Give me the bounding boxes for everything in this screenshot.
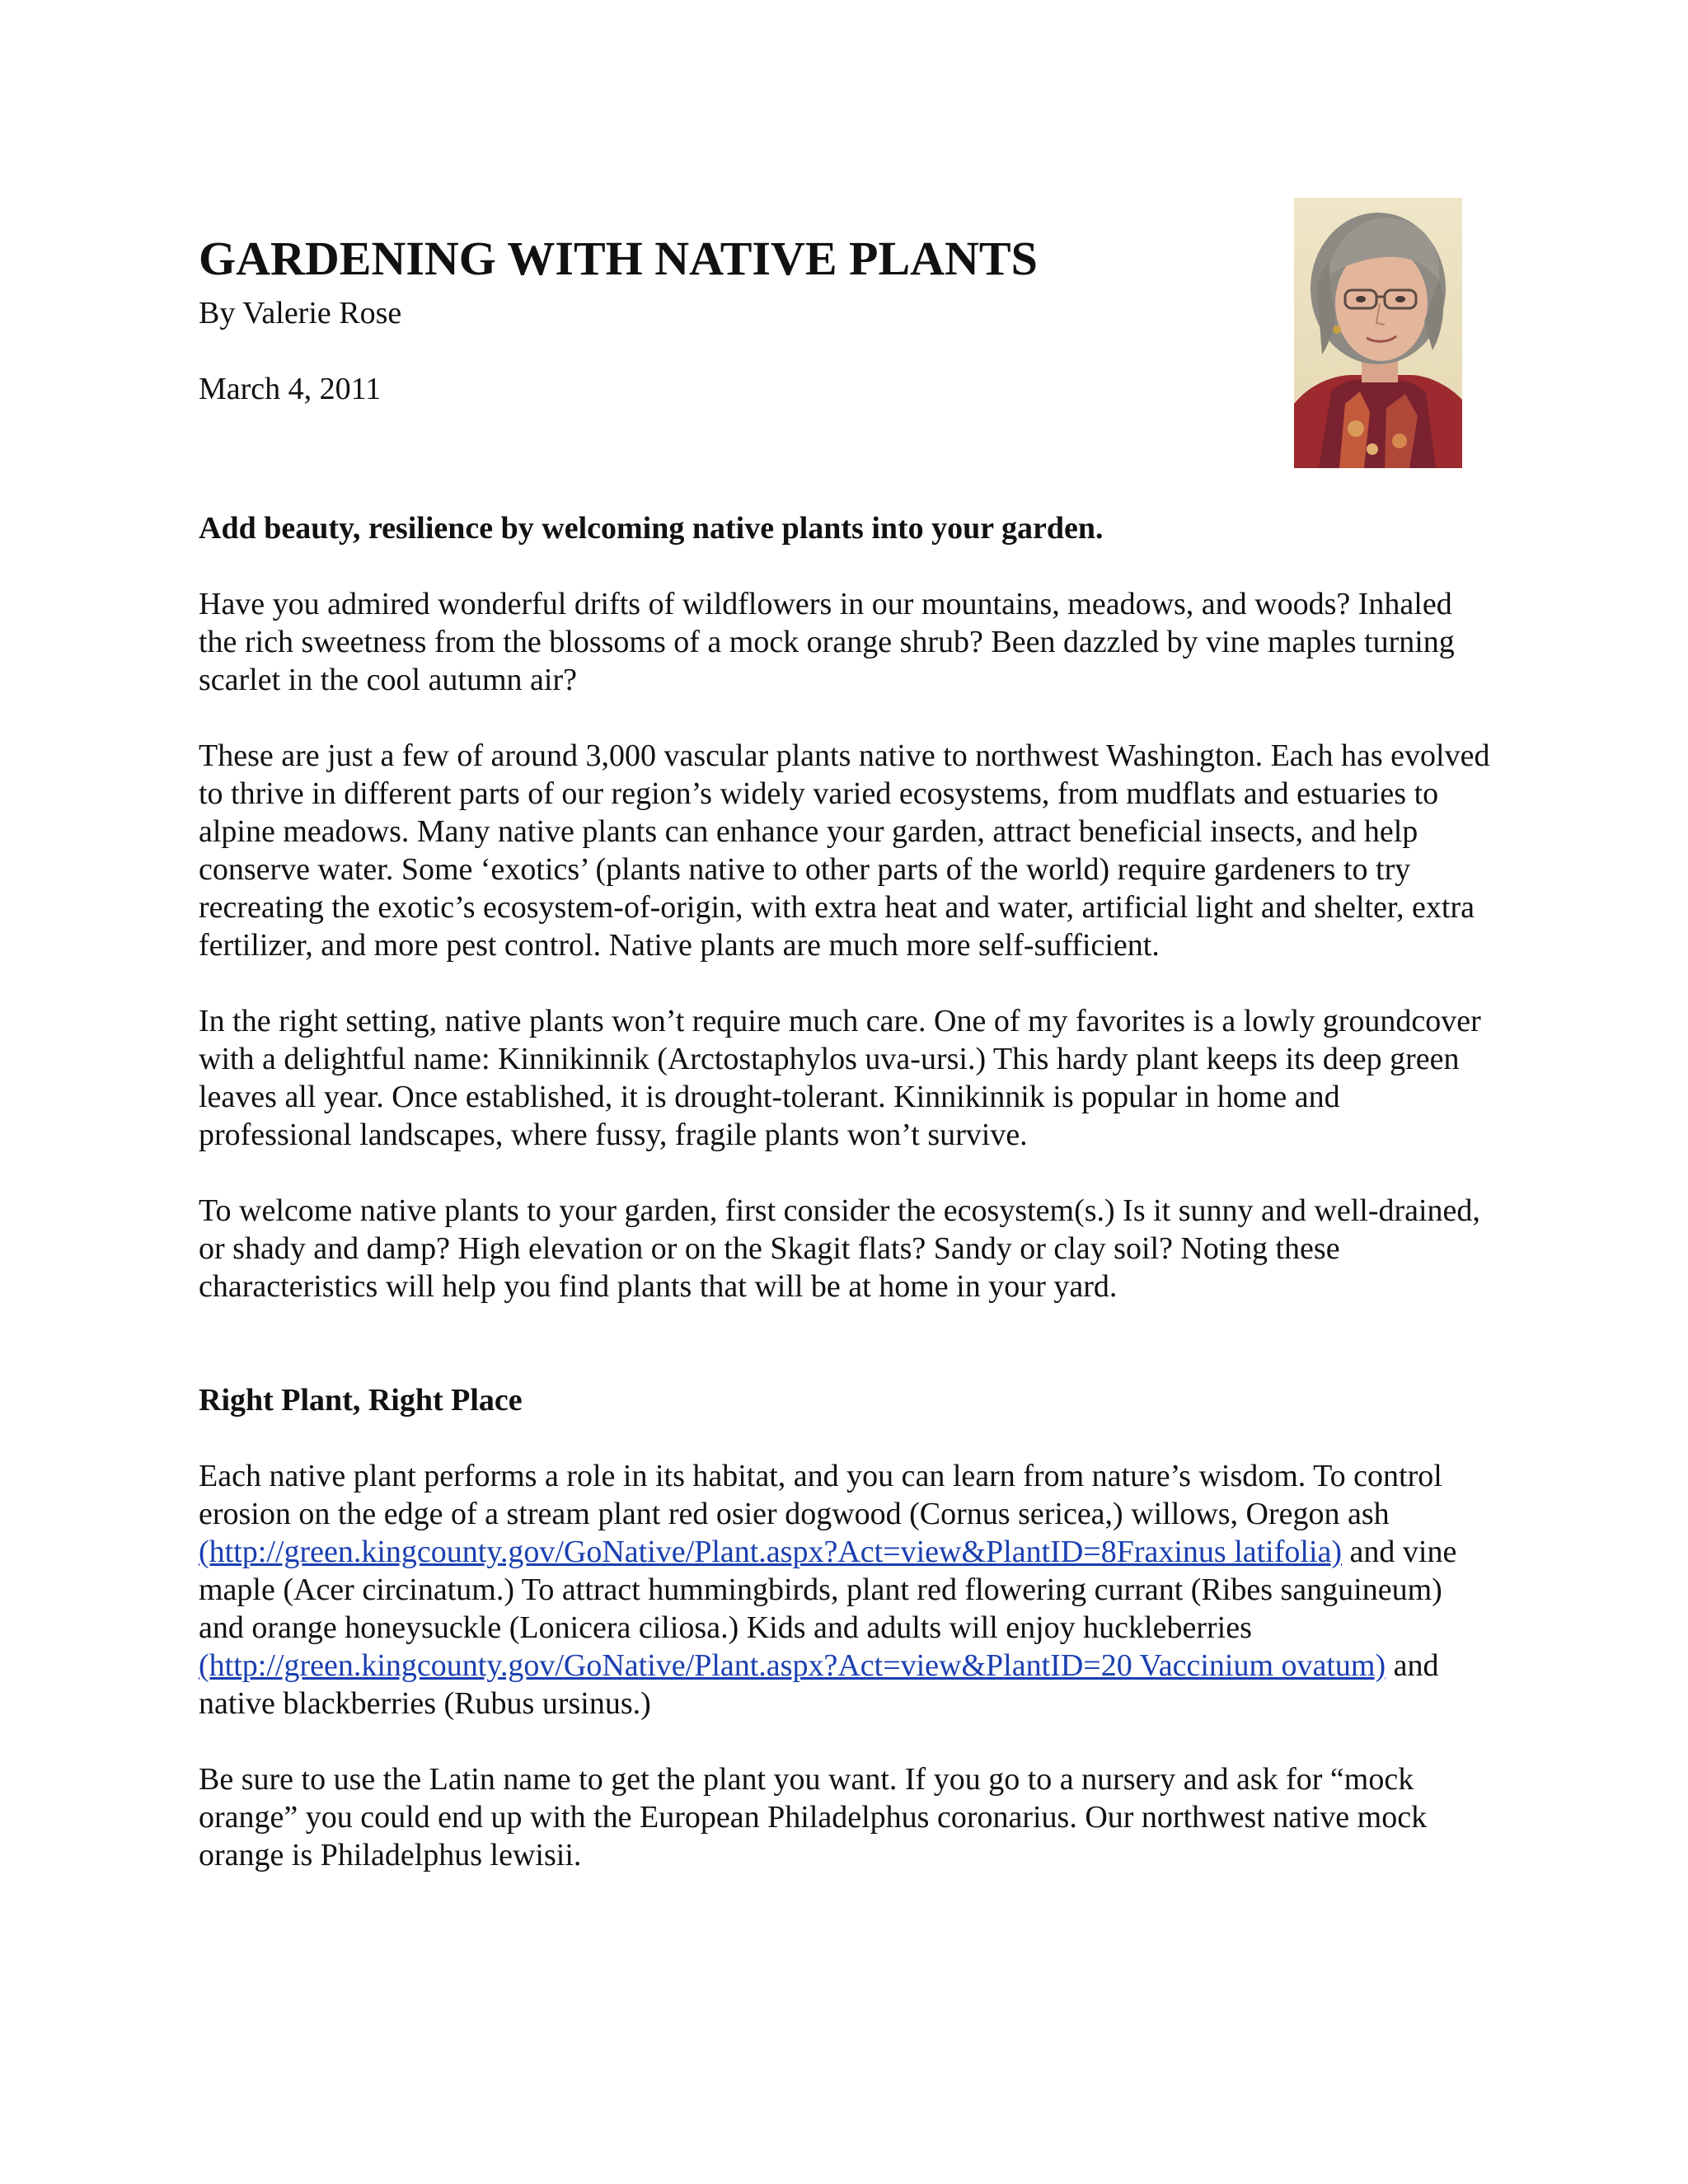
paragraph-4: To welcome native plants to your garden, first consider the ecosystem(s.) Is it sunny and well-drained, or shady and damp? High elevation or on the Skagit flats? Sandy or clay soil? Noting these characteristics will help you find plants that will be at home in your yard. [199,1193,1480,1304]
paragraph-2: These are just a few of around 3,000 vascular plants native to northwest Washington. Each has evolved to thrive in different parts of our region’s widely varied ecosystems, from mudflats and estuaries to alpine meadows. Many native plants can enhance your garden, attract beneficial insects, and help conserve water. Some ‘exotics’ (plants native to other parts of the world) require gardeners to try recreating the exotic’s ecosystem-of-origin, with extra heat and water, artificial light and shelter, extra fertilizer, and more pest control. Native plants are much more self-sufficient. [199,738,1490,963]
article-lead: Add beauty, resilience by welcoming native plants into your garden. [199,511,1104,546]
article-date: March 4, 2011 [199,372,382,406]
article-byline: By Valerie Rose [199,296,402,330]
paragraph-6: Be sure to use the Latin name to get the plant you want. If you go to a nursery and ask for “mock orange” you could end up with the European Philadelphus coronarius. Our northwest native mock orange is Philadelphus lewisii. [199,1762,1428,1872]
fraxinus-latifolia-link[interactable]: (http://green.kingcounty.gov/GoNative/Plant.aspx?Act=view&PlantID=8Fraxinus latifolia) [199,1535,1343,1569]
paragraph-5 [199,1457,1493,1722]
vaccinium-ovatum-link[interactable]: (http://green.kingcounty.gov/GoNative/Plant.aspx?Act=view&PlantID=20 Vaccinium ovatum) [199,1648,1386,1683]
paragraph-5-text-3: and native blackberries (Rubus ursinus.) [199,1648,1439,1721]
article-body [199,509,1493,1912]
paragraph-3: In the right setting, native plants won’t require much care. One of my favorites is a lowly groundcover with a delightful name: Kinnikinnik (Arctostaphylos uva-ursi.) This hardy plant keeps its deep green leaves all year. Once established, it is drought-tolerant. Kinnikinnik is popular in home and professional landscapes, where fussy, fragile plants won’t survive. [199,1004,1481,1152]
section-heading: Right Plant, Right Place [199,1383,523,1418]
paragraph-5-text-2: and vine maple (Acer circinatum.) To attract hummingbirds, plant red flowering currant (Ribes sanguineum) and orange honeysuckle (Lonicera ciliosa.) Kids and adults will enjoy huckleberries [199,1535,1457,1645]
author-portrait [1294,198,1462,468]
author-portrait-icon [1294,198,1462,468]
paragraph-5-text-1: Each native plant performs a role in its habitat, and you can learn from nature’s wisdom. To control erosion on the edge of a stream plant red osier dogwood (Cornus sericea,) willows, Oregon ash [199,1459,1442,1531]
paragraph-1: Have you admired wonderful drifts of wildflowers in our mountains, meadows, and woods? Inhaled the rich sweetness from the blossoms of a mock orange shrub? Been dazzled by vine maples turning scarlet in the cool autumn air? [199,587,1455,697]
article-title: GARDENING WITH NATIVE PLANTS [199,232,1038,285]
